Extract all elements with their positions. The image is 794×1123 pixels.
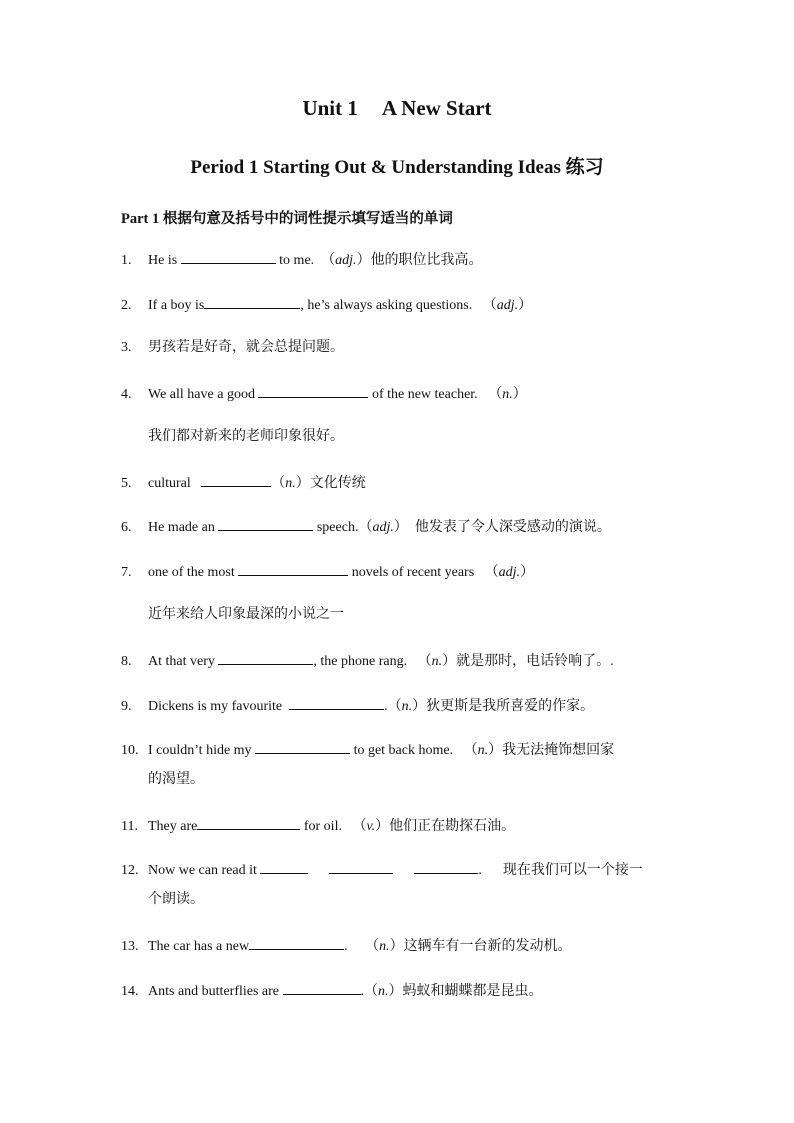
question-14: 14. Ants and butterflies are .（n.）蚂蚁和蝴蝶都是昆虫。: [121, 980, 543, 1002]
word-class-hint: adj.: [498, 565, 521, 580]
word-class-hint: v.: [366, 819, 376, 834]
answer-blank[interactable]: [197, 815, 300, 830]
question-13: 13. The car has a new . （n.）这辆车有一台新的发动机。: [121, 935, 572, 957]
answer-blank-1[interactable]: [260, 859, 308, 874]
question-number: 5.: [121, 476, 132, 491]
word-class-hint: n.: [431, 654, 443, 669]
question-9: 9. Dickens is my favourite .（n.）狄更斯是我所喜爱的作家。: [121, 695, 594, 717]
word-class-hint: adj.: [496, 298, 519, 313]
chinese-translation: 他们正在勘探石油。: [389, 819, 516, 834]
question-number: 4.: [121, 387, 132, 402]
part-instruction: 根据句意及括号中的词性提示填写适当的单词: [162, 211, 453, 227]
question-number: 3.: [121, 340, 132, 355]
question-number: 6.: [121, 520, 132, 535]
question-number: 2.: [121, 298, 132, 313]
chinese-translation-continued: 个朗读。: [148, 892, 204, 907]
answer-blank[interactable]: [218, 516, 313, 531]
chinese-translation: 就是那时，电话铃响了。.: [456, 654, 614, 669]
unit-title: [0, 96, 794, 121]
chinese-translation: 蚂蚁和蝴蝶都是昆虫。: [402, 984, 543, 999]
answer-blank[interactable]: [218, 650, 313, 665]
word-class-hint: adj.: [335, 253, 357, 268]
word-class-hint: n.: [477, 743, 489, 758]
period-subtitle: Period 1 Starting Out & Understanding Ideas 练习: [190, 157, 604, 178]
answer-blank[interactable]: [204, 294, 300, 309]
part-label: Part 1: [121, 211, 160, 227]
question-number: 11.: [121, 819, 138, 834]
question-number: 9.: [121, 699, 132, 714]
chinese-translation: 现在我们可以一个接一: [502, 863, 643, 878]
chinese-translation: 他的职位比我高。: [370, 253, 483, 268]
answer-blank[interactable]: [238, 561, 348, 576]
chinese-translation: 我们都对新来的老师印象很好。: [148, 429, 344, 444]
question-1: 1. He is to me. （adj.）他的职位比我高。: [121, 249, 483, 271]
question-12: 12. Now we can read it . 现在我们可以一个接一: [121, 859, 643, 881]
unit-name: A New Start: [381, 96, 492, 120]
chinese-translation: 这辆车有一台新的发动机。: [403, 939, 572, 954]
chinese-translation: 他发表了令人深受感动的演说。: [414, 520, 611, 535]
question-5: 5. cultural （n.）文化传统: [121, 472, 366, 494]
question-number: 7.: [121, 565, 132, 580]
chinese-translation: 男孩若是好奇，就会总提问题。: [148, 340, 344, 355]
word-class-hint: n.: [502, 387, 513, 402]
answer-blank[interactable]: [255, 739, 350, 754]
word-class-hint: n.: [378, 984, 389, 999]
chinese-translation: 狄更斯是我所喜爱的作家。: [426, 699, 595, 714]
answer-blank[interactable]: [289, 695, 384, 710]
word-class-hint: n.: [379, 939, 390, 954]
answer-blank[interactable]: [201, 472, 271, 487]
answer-blank[interactable]: [181, 249, 276, 264]
answer-blank[interactable]: [283, 980, 361, 995]
chinese-translation: 近年来给人印象最深的小说之一: [148, 607, 344, 622]
answer-blank[interactable]: [258, 383, 368, 398]
question-number: 13.: [121, 939, 139, 954]
part-heading: [121, 207, 453, 228]
question-4: 4. We all have a good of the new teacher. （n.）: [121, 383, 527, 405]
question-number: 14.: [121, 984, 139, 999]
question-6: 6. He made an speech.（adj.） 他发表了令人深受感动的演说。: [121, 516, 611, 538]
question-number: 12.: [121, 863, 139, 878]
word-class-hint: n.: [401, 699, 413, 714]
word-class-hint: n.: [285, 476, 296, 491]
question-3: [121, 338, 344, 358]
question-number: 10.: [121, 743, 139, 758]
word-class-hint: adj.: [372, 520, 394, 535]
chinese-translation: 我无法掩饰想回家: [502, 743, 615, 758]
question-8: 8. At that very , the phone rang. （n.）就是那时，电话铃响了。.: [121, 650, 614, 672]
answer-blank-3[interactable]: [414, 859, 478, 874]
answer-blank-2[interactable]: [329, 859, 393, 874]
question-number: 8.: [121, 654, 132, 669]
chinese-translation: 文化传统: [309, 476, 366, 491]
unit-number: Unit 1: [302, 96, 358, 120]
question-7: 7. one of the most novels of recent years （adj.）: [121, 561, 534, 583]
question-11: 11. They are for oil. （v.）他们正在勘探石油。: [121, 815, 515, 837]
question-2: 2. If a boy is , he’s always asking questions. （adj.）: [121, 294, 532, 316]
answer-blank[interactable]: [249, 935, 344, 950]
question-10: 10. I couldn’t hide my to get back home. （n.）我无法掩饰想回家: [121, 739, 614, 761]
chinese-translation-continued: 的渴望。: [148, 772, 204, 787]
question-number: 1.: [121, 253, 132, 268]
